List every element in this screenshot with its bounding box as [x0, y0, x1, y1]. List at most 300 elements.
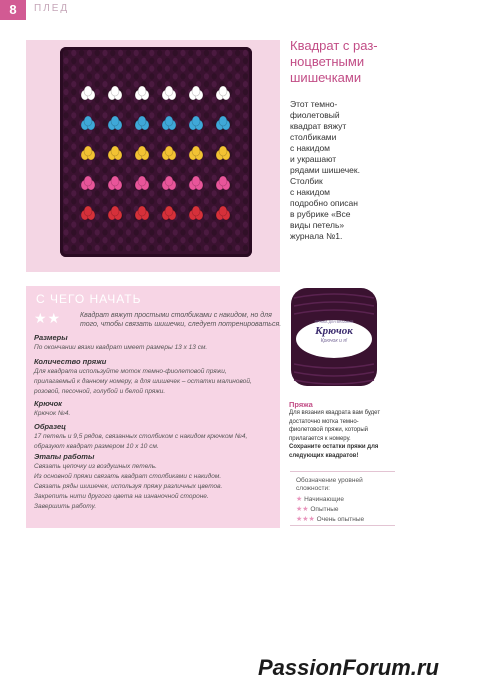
stitch [118, 50, 123, 56]
stitch [63, 159, 68, 165]
stitch [188, 73, 193, 79]
yarn-label-top: ПРЯЖА ДЛЯ ВЯЗАНИЯ [314, 320, 354, 324]
stitch [196, 237, 201, 243]
stitch [149, 143, 154, 149]
stitch [243, 206, 248, 212]
stitch [165, 229, 170, 235]
stitch [95, 159, 100, 165]
stitch [227, 167, 232, 173]
stitch [95, 167, 100, 173]
stitch [149, 159, 154, 165]
stitch [110, 73, 115, 79]
stitch [126, 175, 131, 181]
stitch [102, 136, 107, 142]
stitch [87, 73, 92, 79]
stitch [235, 50, 240, 56]
stitch [63, 120, 68, 126]
stitch [157, 81, 162, 87]
stitch [87, 190, 92, 196]
stitch [180, 221, 185, 227]
stitch [134, 65, 139, 71]
stitch [87, 50, 92, 56]
stitch [227, 112, 232, 118]
stitch [227, 245, 232, 251]
stitch [180, 167, 185, 173]
stitch [243, 214, 248, 220]
stitch [141, 221, 146, 227]
stitch [79, 136, 84, 142]
stitch [219, 136, 224, 142]
stitch [235, 175, 240, 181]
stitch [126, 97, 131, 103]
stitch [227, 58, 232, 64]
stitch [227, 50, 232, 56]
star-icon: ★★★ [296, 516, 315, 523]
stitch [212, 190, 217, 196]
stitch [173, 58, 178, 64]
stitch [180, 229, 185, 235]
stitch [243, 89, 248, 95]
stitch [95, 182, 100, 188]
stitch [126, 206, 131, 212]
stitch [212, 229, 217, 235]
stitch [180, 65, 185, 71]
stitch [196, 190, 201, 196]
stitch [235, 58, 240, 64]
stitch [71, 245, 76, 251]
stitch [95, 214, 100, 220]
stitch [126, 120, 131, 126]
stitch [204, 221, 209, 227]
stitch [126, 221, 131, 227]
stitch [87, 237, 92, 243]
stitch [165, 190, 170, 196]
stitch [243, 221, 248, 227]
stitch [102, 112, 107, 118]
stitch [141, 237, 146, 243]
stitch [180, 190, 185, 196]
stitch [71, 50, 76, 56]
stitch [157, 198, 162, 204]
stitch [141, 136, 146, 142]
stitch [235, 65, 240, 71]
stitch [219, 104, 224, 110]
stitch [157, 58, 162, 64]
yarn-label-sub: Крючок и я! [320, 338, 348, 344]
stitch [188, 136, 193, 142]
stitch [134, 81, 139, 87]
stitch [149, 175, 154, 181]
stitch [243, 112, 248, 118]
stitch [95, 65, 100, 71]
stitch [173, 245, 178, 251]
stitch [157, 73, 162, 79]
stitch [126, 65, 131, 71]
stitch [63, 167, 68, 173]
stitch [173, 104, 178, 110]
stitch [126, 112, 131, 118]
stitch [243, 159, 248, 165]
stitch [141, 198, 146, 204]
stitch [196, 65, 201, 71]
stitch [212, 245, 217, 251]
stitch [157, 190, 162, 196]
stitch [212, 143, 217, 149]
stitch [235, 229, 240, 235]
stitch [71, 167, 76, 173]
stitch [126, 190, 131, 196]
stitch [212, 198, 217, 204]
stitch [212, 206, 217, 212]
stitch [188, 58, 193, 64]
stitch [110, 167, 115, 173]
stitch [180, 151, 185, 157]
stitch [204, 151, 209, 157]
stitch [102, 58, 107, 64]
stitch [180, 89, 185, 95]
stitch [173, 198, 178, 204]
stitch [196, 50, 201, 56]
stitch [188, 221, 193, 227]
stitch [212, 112, 217, 118]
stitch [196, 167, 201, 173]
stitch [243, 143, 248, 149]
stitch [71, 175, 76, 181]
stitch [95, 89, 100, 95]
stitch [63, 175, 68, 181]
stitch [71, 136, 76, 142]
stitch [141, 245, 146, 251]
stitch [102, 190, 107, 196]
stitch [63, 198, 68, 204]
stitch [212, 73, 217, 79]
stitch [87, 198, 92, 204]
stitch [157, 214, 162, 220]
stitch [149, 104, 154, 110]
stitch [173, 229, 178, 235]
stitch [204, 175, 209, 181]
stitch [235, 214, 240, 220]
stitch [149, 73, 154, 79]
stitch [180, 128, 185, 134]
stitch [212, 221, 217, 227]
stitch [71, 89, 76, 95]
stitch [165, 58, 170, 64]
stitch [118, 229, 123, 235]
stitch [102, 50, 107, 56]
stitch [204, 58, 209, 64]
stitch [63, 97, 68, 103]
stitch [110, 65, 115, 71]
stitch [149, 65, 154, 71]
stitch [118, 198, 123, 204]
stitch [180, 112, 185, 118]
stitch [188, 237, 193, 243]
stitch [227, 143, 232, 149]
stitch [95, 104, 100, 110]
stitch [227, 229, 232, 235]
stitch [110, 221, 115, 227]
stitch [243, 73, 248, 79]
stitch [227, 73, 232, 79]
stitch [243, 198, 248, 204]
stitch [157, 237, 162, 243]
stitch [165, 221, 170, 227]
stitch [79, 104, 84, 110]
stitch [227, 159, 232, 165]
stitch [157, 159, 162, 165]
stitch [204, 97, 209, 103]
stitch [71, 229, 76, 235]
yarn-label-brand: Крючок [315, 325, 353, 337]
stitch [126, 81, 131, 87]
stitch [95, 206, 100, 212]
stitch [196, 198, 201, 204]
bobble [216, 116, 230, 130]
stitch [118, 190, 123, 196]
stitch [157, 112, 162, 118]
size-heading: Размеры [34, 333, 68, 342]
stitch [126, 214, 131, 220]
stitch [63, 50, 68, 56]
stitch [180, 175, 185, 181]
stitch [204, 237, 209, 243]
stitch [95, 81, 100, 87]
stitch [219, 50, 224, 56]
stitch [134, 136, 139, 142]
stitch [180, 81, 185, 87]
stitch [95, 221, 100, 227]
stitch [188, 190, 193, 196]
stitch [141, 73, 146, 79]
stitch [95, 97, 100, 103]
stitch [71, 237, 76, 243]
stitch [79, 221, 84, 227]
stitch [173, 81, 178, 87]
stitch [118, 245, 123, 251]
stitch [79, 245, 84, 251]
stitch [157, 97, 162, 103]
stitch [149, 89, 154, 95]
stitch [141, 190, 146, 196]
yarn-heading: Количество пряжи [34, 357, 107, 366]
stitch [126, 151, 131, 157]
stitch [126, 245, 131, 251]
gauge-heading: Образец [34, 422, 66, 431]
stitch [134, 73, 139, 79]
stitch [196, 229, 201, 235]
stitch [188, 81, 193, 87]
stitch [71, 221, 76, 227]
stitch [63, 151, 68, 157]
steps-text: Связать цепочку из воздушных петель. Из основной пряжи связать квадрат столбиками с накидом. Связать ряды шишечек, используя пряжу различных цветов. Закрепить нити другого цвета на изнаночной стороне. Завершить работу. [34, 463, 223, 510]
yarn-text: Для квадрата используйте моток темно-фиолетовой пряжи, прилагаемый к данному номеру, а для шишечек – остатки малиновой, розовой, песочной, голубой и белой пряжи. [34, 368, 252, 395]
stitch [118, 167, 123, 173]
stitch [227, 198, 232, 204]
stitch [188, 65, 193, 71]
stitch [235, 206, 240, 212]
stitch [95, 73, 100, 79]
stitch [79, 73, 84, 79]
stitch [235, 237, 240, 243]
stitch [227, 221, 232, 227]
stitch [71, 206, 76, 212]
stitch [173, 136, 178, 142]
stitch [141, 104, 146, 110]
stitch [87, 136, 92, 142]
stitch [102, 237, 107, 243]
stitch [141, 58, 146, 64]
stitch [110, 58, 115, 64]
stitch [157, 120, 162, 126]
stitch [71, 73, 76, 79]
stitch [235, 221, 240, 227]
stitch [204, 73, 209, 79]
stitch [71, 120, 76, 126]
stitch [165, 73, 170, 79]
stitch [173, 112, 178, 118]
stitch [227, 175, 232, 181]
stitch [87, 167, 92, 173]
stitch [149, 136, 154, 142]
stitch [134, 112, 139, 118]
stitch [126, 89, 131, 95]
stitch [149, 112, 154, 118]
legend-level-3: ★★★ Очень опытные [296, 516, 365, 523]
stitch [118, 73, 123, 79]
stitch [134, 198, 139, 204]
stitch [204, 167, 209, 173]
stitch [196, 221, 201, 227]
stitch [102, 81, 107, 87]
stitch [219, 198, 224, 204]
stitch [63, 112, 68, 118]
stitch [63, 237, 68, 243]
stitch [157, 50, 162, 56]
stitch [63, 221, 68, 227]
stitch [102, 143, 107, 149]
crochet-swatch-image [60, 47, 252, 257]
stitch [63, 143, 68, 149]
stitch [180, 237, 185, 243]
stitch [165, 136, 170, 142]
stitch [149, 167, 154, 173]
stitch [71, 198, 76, 204]
stitch [243, 237, 248, 243]
stitch [71, 104, 76, 110]
stitch [126, 128, 131, 134]
stitch [149, 128, 154, 134]
stitch [110, 50, 115, 56]
stitch [134, 229, 139, 235]
stitch [227, 136, 232, 142]
stitch [63, 81, 68, 87]
stitch [235, 245, 240, 251]
stitch [204, 50, 209, 56]
stitch [87, 245, 92, 251]
stitch [95, 175, 100, 181]
stitch [157, 206, 162, 212]
stitch [219, 229, 224, 235]
section-label: ПЛЕД [34, 3, 70, 14]
stitch [149, 237, 154, 243]
stitch [102, 65, 107, 71]
stitch [204, 89, 209, 95]
stitch [157, 104, 162, 110]
stitch [180, 104, 185, 110]
stitch [118, 112, 123, 118]
stitch [219, 73, 224, 79]
stitch [149, 182, 154, 188]
stitch [102, 73, 107, 79]
stitch [126, 136, 131, 142]
stitch [79, 190, 84, 196]
stitch [141, 50, 146, 56]
stitch [149, 245, 154, 251]
stitch [79, 167, 84, 173]
stitch [63, 245, 68, 251]
stitch [157, 143, 162, 149]
stitch [79, 229, 84, 235]
star-icon: ★ [296, 496, 303, 503]
stitch [180, 159, 185, 165]
legend-title: Обозначение уровней сложности: [296, 477, 363, 492]
stitch [95, 128, 100, 134]
stitch [134, 167, 139, 173]
stitch [165, 167, 170, 173]
stitch [102, 198, 107, 204]
stitch [134, 143, 139, 149]
stitch [102, 214, 107, 220]
stitch [243, 190, 248, 196]
stitch [95, 58, 100, 64]
stitch [173, 50, 178, 56]
stitch [157, 167, 162, 173]
stitch [149, 198, 154, 204]
stitch [173, 221, 178, 227]
stitch [118, 65, 123, 71]
stitch [79, 159, 84, 165]
stitch [149, 151, 154, 157]
stitch [95, 198, 100, 204]
stitch [173, 65, 178, 71]
stitch [79, 198, 84, 204]
stitch [126, 104, 131, 110]
stitch [227, 190, 232, 196]
stitch [149, 120, 154, 126]
stitch [243, 175, 248, 181]
stitch [110, 229, 115, 235]
stitch [79, 175, 84, 181]
stitch [102, 97, 107, 103]
stitch [165, 198, 170, 204]
stitch [157, 151, 162, 157]
stitch [102, 182, 107, 188]
stitch [212, 65, 217, 71]
stitch [95, 151, 100, 157]
stitch [71, 159, 76, 165]
stitch [188, 112, 193, 118]
stitch [235, 89, 240, 95]
stitch [180, 120, 185, 126]
stitch [235, 159, 240, 165]
stitch [134, 221, 139, 227]
stitch [188, 50, 193, 56]
stitch [95, 229, 100, 235]
stitch [149, 206, 154, 212]
stitch [149, 190, 154, 196]
howto-heading: С ЧЕГО НАЧАТЬ [36, 292, 142, 306]
